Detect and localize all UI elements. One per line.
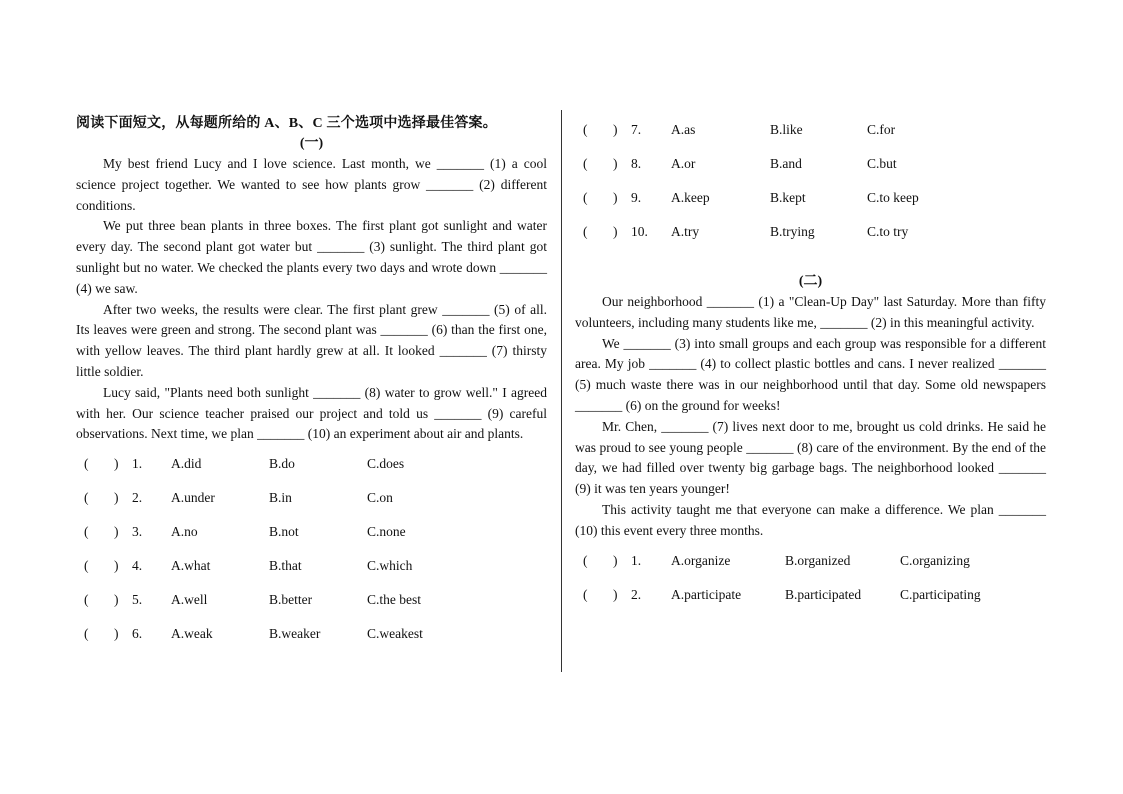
passage-2-paragraph: This activity taught me that everyone can make a difference. We plan _______ (10) this event every three months. (575, 501, 1046, 538)
question-number: 5. (132, 592, 143, 608)
question-row (76, 481, 547, 515)
question-list-1 (76, 447, 547, 651)
answer-blank-open[interactable]: ( (84, 626, 89, 642)
option-a[interactable]: A.organize (671, 552, 731, 568)
left-column (76, 108, 547, 651)
question-list-1-continued (575, 113, 1046, 249)
passage-2-paragraph: We _______ (3) into small groups and each group was responsible for a different area. My job _______ (4) to collect plastic bottles and cans. I never realized _______ (5) much waste there was in our neighborhood until that day. Some old newspapers _______ (6) on the ground for weeks! (575, 335, 1046, 413)
question-number: 4. (132, 558, 143, 574)
passage-1-paragraph: We put three bean plants in three boxes. The first plant got sunlight and water every day. The second plant got water but _______ (3) sunlight. The third plant got sunlight but no water. We checked the plants every two days and wrote down _______ (4) we saw. (76, 218, 547, 296)
option-a[interactable]: A.participate (671, 586, 742, 602)
column-divider (561, 110, 562, 672)
option-c[interactable]: C.for (867, 122, 896, 137)
option-a[interactable]: A.try (671, 224, 700, 239)
option-c[interactable]: C.but (867, 156, 897, 171)
question-list-2 (575, 544, 1046, 612)
question-number: 7. (631, 122, 642, 137)
option-c[interactable]: C.on (367, 490, 393, 506)
option-c[interactable]: C.the best (367, 592, 421, 608)
answer-blank-close[interactable]: ) (613, 224, 618, 239)
option-c[interactable]: C.none (367, 524, 406, 540)
passage-2-paragraph: Mr. Chen, _______ (7) lives next door to me, brought us cold drinks. He said he was proud to see young people _______ (8) care of the environment. By the end of the day, we had filled over twenty big garbage bags. The neighborhood looked _______ (9) it was ten years younger! (575, 418, 1046, 497)
passage-1-paragraph: Lucy said, "Plants need both sunlight _______ (8) water to grow well." I agreed with her. Our science teacher praised our project and told us _______ (9) careful observations. Next time, we plan _______ (10) an experiment about air and plants. (76, 384, 547, 442)
option-c[interactable]: C.organizing (900, 552, 970, 568)
option-c[interactable]: C.participating (900, 586, 981, 602)
answer-blank-open[interactable]: ( (583, 122, 588, 137)
question-row (575, 147, 1046, 181)
question-row (76, 583, 547, 617)
question-number: 6. (132, 626, 143, 642)
option-a[interactable]: A.keep (671, 190, 710, 205)
question-number: 2. (631, 586, 642, 602)
option-a[interactable]: A.what (171, 558, 211, 574)
option-b[interactable]: B.and (770, 156, 802, 171)
option-b[interactable]: B.do (269, 456, 295, 472)
answer-blank-close[interactable]: ) (114, 626, 119, 642)
answer-blank-close[interactable]: ) (114, 490, 119, 506)
option-b[interactable]: B.weaker (269, 626, 321, 642)
passage-1-paragraph: My best friend Lucy and I love science. Last month, we _______ (1) a cool science project together. We wanted to see how plants grow _______ (2) different conditions. (76, 156, 547, 213)
option-b[interactable]: B.better (269, 592, 313, 608)
option-b[interactable]: B.in (269, 490, 292, 506)
question-number: 1. (132, 456, 143, 472)
answer-blank-close[interactable]: ) (613, 586, 618, 602)
answer-blank-close[interactable]: ) (114, 592, 119, 608)
option-b[interactable]: B.participated (785, 586, 862, 602)
answer-blank-close[interactable]: ) (613, 156, 618, 171)
option-c[interactable]: C.weakest (367, 626, 423, 642)
option-a[interactable]: A.under (171, 490, 215, 506)
option-b[interactable]: B.kept (770, 190, 806, 205)
section-1-title: (一) (299, 136, 324, 151)
option-b[interactable]: B.trying (770, 224, 815, 239)
option-a[interactable]: A.weak (171, 626, 213, 642)
answer-blank-close[interactable]: ) (114, 558, 119, 574)
option-a[interactable]: A.did (171, 456, 202, 472)
question-number: 10. (631, 224, 648, 239)
answer-blank-open[interactable]: ( (84, 524, 89, 540)
answer-blank-close[interactable]: ) (114, 524, 119, 540)
question-number: 9. (631, 190, 642, 205)
option-b[interactable]: B.like (770, 122, 803, 137)
question-row (575, 113, 1046, 147)
option-c[interactable]: C.to keep (867, 190, 919, 205)
instruction: 阅读下面短文，从每题所给的 A、B、C 三个选项中选择最佳答案。 (76, 116, 497, 131)
passage-1-paragraph: After two weeks, the results were clear. The first plant grew _______ (5) of all. Its leaves were green and strong. The second plant was _______ (6) than the first one, with yellow leaves. The third plant hardly grew at all. It looked _______ (7) thirsty little soldier. (76, 301, 547, 379)
answer-blank-open[interactable]: ( (84, 592, 89, 608)
option-a[interactable]: A.no (171, 524, 198, 540)
question-row (76, 617, 547, 651)
option-b[interactable]: B.organized (785, 552, 851, 568)
question-row (575, 215, 1046, 249)
option-b[interactable]: B.that (269, 558, 302, 574)
question-row (575, 544, 1046, 578)
option-c[interactable]: C.does (367, 456, 405, 472)
question-row (76, 515, 547, 549)
right-column (575, 108, 1046, 612)
option-c[interactable]: C.to try (867, 224, 909, 239)
answer-blank-close[interactable]: ) (114, 456, 119, 472)
answer-blank-open[interactable]: ( (583, 586, 588, 602)
answer-blank-open[interactable]: ( (84, 490, 89, 506)
answer-blank-close[interactable]: ) (613, 190, 618, 205)
question-number: 1. (631, 552, 642, 568)
option-a[interactable]: A.as (671, 122, 696, 137)
answer-blank-open[interactable]: ( (583, 190, 588, 205)
option-b[interactable]: B.not (269, 524, 299, 540)
question-row (76, 447, 547, 481)
answer-blank-open[interactable]: ( (84, 558, 89, 574)
question-number: 3. (132, 524, 143, 540)
question-row (575, 578, 1046, 612)
answer-blank-open[interactable]: ( (583, 552, 588, 568)
question-row (76, 549, 547, 583)
answer-blank-open[interactable]: ( (84, 456, 89, 472)
answer-blank-close[interactable]: ) (613, 552, 618, 568)
answer-blank-open[interactable]: ( (583, 224, 588, 239)
passage-2-paragraph: Our neighborhood _______ (1) a "Clean-Up Day" last Saturday. More than fifty volunteers, including many students like me, _______ (2) in this meaningful activity. (575, 294, 1046, 330)
answer-blank-open[interactable]: ( (583, 156, 588, 171)
answer-blank-close[interactable]: ) (613, 122, 618, 137)
question-row (575, 181, 1046, 215)
option-a[interactable]: A.well (171, 592, 208, 608)
section-2-title: (二) (798, 274, 823, 289)
question-number: 8. (631, 156, 642, 171)
option-c[interactable]: C.which (367, 558, 413, 574)
option-a[interactable]: A.or (671, 156, 696, 171)
question-number: 2. (132, 490, 143, 506)
